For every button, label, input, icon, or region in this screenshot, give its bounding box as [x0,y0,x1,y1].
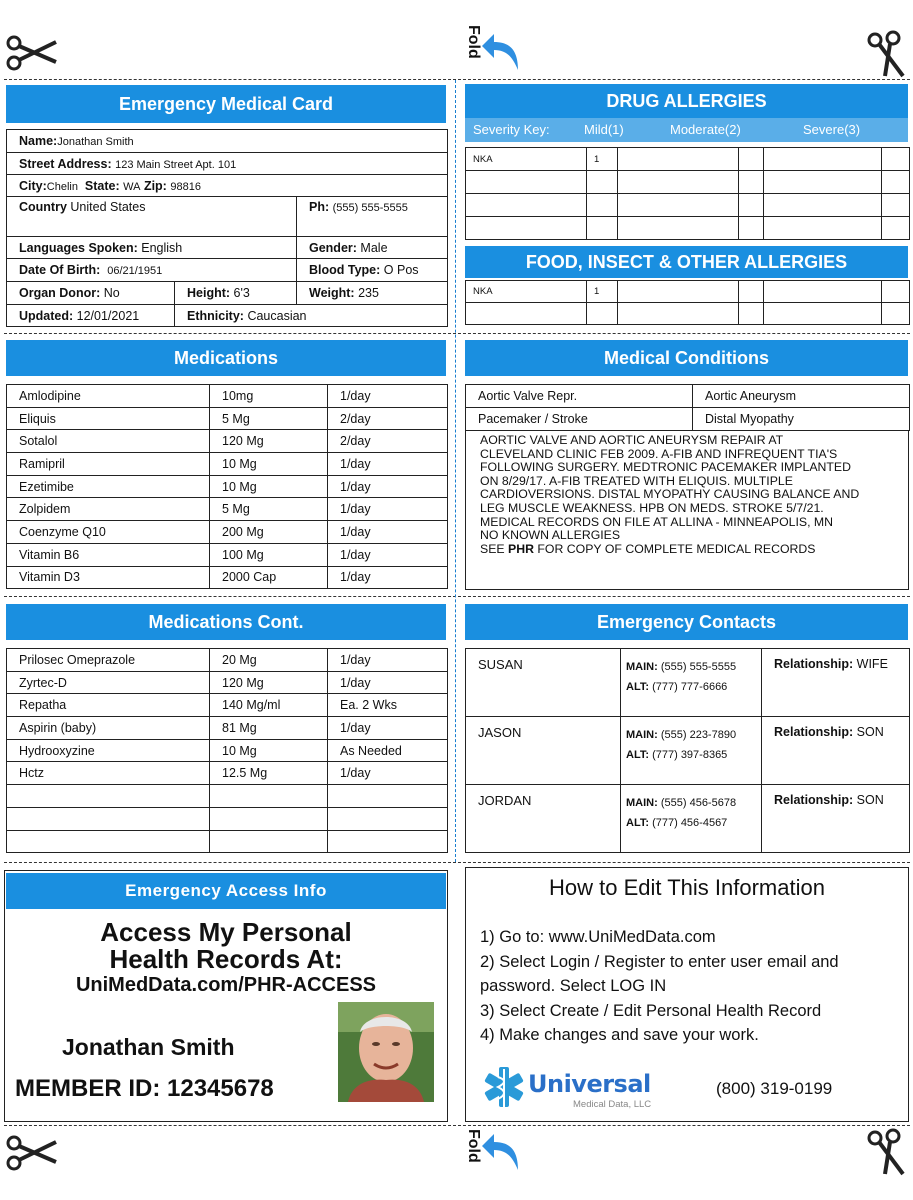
contact-alt-phone: (777) 777-6666 [652,681,728,693]
medication-frequency: 1/day [328,762,448,785]
medication-dose: 10 Mg [210,453,328,476]
street-row: Street Address: 123 Main Street Apt. 101 [7,153,448,175]
organ-cell: Organ Donor: No [7,282,175,305]
medication-dose [210,807,328,830]
severity-cell [882,171,910,194]
medication-row [7,543,448,566]
contact-alt-phone: (777) 397-8365 [652,749,728,761]
medications-cont-table [6,648,448,853]
food_allergies-row [466,303,910,325]
medication-row [7,717,448,740]
medication-dose: 81 Mg [210,717,328,740]
condition-note-line: CLEVELAND CLINIC FEB 2009. A-FIB AND INFREQUENT TIA'S [480,446,838,461]
allergen-cell [618,148,739,171]
medication-name: Coenzyme Q10 [7,521,210,544]
ethnicity-cell: Ethnicity: Caucasian [175,305,448,327]
condition-note-line: ON 8/29/17. A-FIB TREATED WITH ELIQUIS. MULTIPLE [480,473,793,488]
medication-row [7,498,448,521]
severity-cell [739,217,764,240]
contact-main-phone: (555) 456-5678 [660,797,737,809]
allergen-cell [466,194,587,217]
edit-step: 1) Go to: www.UniMedData.com [480,928,716,946]
medication-dose: 5 Mg [210,407,328,430]
medication-name: Sotalol [7,430,210,453]
edit-step: password. Select LOG IN [480,977,667,995]
height-cell: Height: 6'3 [175,282,297,305]
contact-alt-phone: (777) 456-4567 [652,817,728,829]
severity-key-bar [465,118,908,142]
medication-name: Aspirin (baby) [7,717,210,740]
medication-frequency: 2/day [328,430,448,453]
medication-row [7,671,448,694]
food-allergies-table [465,280,910,325]
drug_allergies-row [466,217,910,240]
medication-name: Vitamin B6 [7,543,210,566]
medication-name [7,807,210,830]
allergen-cell [466,171,587,194]
drug_allergies-row [466,194,910,217]
allergen-cell [618,217,739,240]
conditions-title: Medical Conditions [465,340,908,376]
contact-relationship: Relationship: SON [762,717,910,785]
cut-line [4,596,910,597]
medication-frequency: 1/day [328,717,448,740]
medication-frequency [328,807,448,830]
severity-cell [882,194,910,217]
condition-row [466,408,910,431]
medication-row [7,385,448,408]
condition-cell: Aortic Aneurysm [693,385,910,408]
medication-dose: 10 Mg [210,475,328,498]
medication-frequency: As Needed [328,739,448,762]
medication-row [7,807,448,830]
medication-name: Repatha [7,694,210,717]
severity-cell [587,303,618,325]
medication-name: Vitamin D3 [7,566,210,589]
member-name: Jonathan Smith [62,1034,235,1060]
allergen-cell [466,217,587,240]
medication-frequency: 1/day [328,566,448,589]
contact-name: JORDAN [466,785,621,853]
condition-note-line: MEDICAL RECORDS ON FILE AT ALLINA - MINNEAPOLIS, MN [480,514,834,529]
severity-cell [587,171,618,194]
edit-steps [480,925,839,1048]
medication-dose: 12.5 Mg [210,762,328,785]
weight-cell: Weight: 235 [297,282,448,305]
dob-cell: Date Of Birth: 06/21/1951 [7,259,297,282]
severity-cell: 1 [587,148,618,171]
medication-dose [210,830,328,853]
condition-cell: Distal Myopathy [693,408,910,431]
severity-cell [739,303,764,325]
contacts-title: Emergency Contacts [465,604,908,640]
severity-cell [587,217,618,240]
medication-dose: 200 Mg [210,521,328,544]
condition-note-line: AORTIC VALVE AND AORTIC ANEURYSM REPAIR AT [480,433,784,447]
medication-name: Prilosec Omeprazole [7,649,210,672]
medication-name: Hctz [7,762,210,785]
scissors-icon [863,1126,911,1178]
member-photo [338,1002,434,1102]
severity-cell [882,217,910,240]
medication-frequency: 1/day [328,385,448,408]
member-id: MEMBER ID: 12345678 [15,1075,274,1102]
medication-frequency: Ea. 2 Wks [328,694,448,717]
allergen-cell [764,194,882,217]
condition-row [466,385,910,408]
allergen-cell [764,281,882,303]
fold-line [455,80,456,862]
medication-name: Eliquis [7,407,210,430]
medication-dose: 140 Mg/ml [210,694,328,717]
medication-name: Hydrooxyzine [7,739,210,762]
city-row: City:Chelin State: WA Zip: 98816 [7,175,448,197]
medication-name: Ezetimibe [7,475,210,498]
food-allergies-title: FOOD, INSECT & OTHER ALLERGIES [465,246,908,278]
contact-row [466,717,910,785]
drug_allergies-row [466,148,910,171]
medication-row [7,521,448,544]
medication-frequency: 2/day [328,407,448,430]
allergen-cell [618,171,739,194]
scissors-icon [863,28,911,80]
medication-frequency: 1/day [328,543,448,566]
medication-dose: 2000 Cap [210,566,328,589]
drug-allergies-table [465,147,910,240]
severity-severe: Severe(3) [803,122,861,137]
contact-main-phone: (555) 555-5555 [660,661,737,673]
severity-cell [882,303,910,325]
access-heading-line1: Access My Personal [100,917,352,947]
medication-name: Ramipril [7,453,210,476]
medication-row [7,566,448,589]
severity-cell: 1 [587,281,618,303]
medication-name: Zolpidem [7,498,210,521]
contact-relationship: Relationship: WIFE [762,649,910,717]
condition-cell: Pacemaker / Stroke [466,408,693,431]
allergen-cell: NKA [466,148,587,171]
country-row: Country United States [7,197,297,237]
conditions-notes [465,430,909,590]
medication-dose: 120 Mg [210,430,328,453]
allergen-cell [618,281,739,303]
scissors-icon [4,1130,60,1176]
medication-dose: 100 Mg [210,543,328,566]
blood-cell: Blood Type: O Pos [297,259,448,282]
allergen-cell [764,148,882,171]
medication-row [7,830,448,853]
cut-line [4,1125,910,1126]
cut-line [4,333,910,334]
severity-mild: Mild(1) [584,122,624,137]
fold-label: Fold [465,25,482,59]
medication-frequency [328,785,448,808]
access-url[interactable]: UniMedData.com/PHR-ACCESS [75,974,377,996]
contact-phones: MAIN: (555) 456-5678 ALT: (777) 456-4567 [621,785,762,853]
medication-frequency: 1/day [328,521,448,544]
severity-cell [882,148,910,171]
medication-row [7,649,448,672]
severity-moderate: Moderate(2) [670,122,741,137]
severity-key-label: Severity Key: [473,122,550,137]
personal-info-table [6,129,448,327]
medication-row [7,785,448,808]
medication-row [7,762,448,785]
allergen-cell [618,194,739,217]
drug-allergies-title: DRUG ALLERGIES [465,84,908,118]
logo-subtitle: Medical Data, LLC [573,1099,652,1110]
edit-title: How to Edit This Information [549,875,825,900]
medication-row [7,453,448,476]
cut-line [4,862,910,863]
access-title: Emergency Access Info [6,873,446,909]
medication-row [7,407,448,430]
languages-cell: Languages Spoken: English [7,237,297,259]
contact-row [466,785,910,853]
contact-relationship: Relationship: SON [762,785,910,853]
medications-cont-title: Medications Cont. [6,604,446,640]
medication-dose: 10mg [210,385,328,408]
access-heading-line2: Health Records At: [109,944,343,974]
scissors-icon [4,30,60,76]
food_allergies-row [466,281,910,303]
medication-row [7,430,448,453]
fold-arrow-icon [478,28,524,74]
contact-phones: MAIN: (555) 223-7890 ALT: (777) 397-8365 [621,717,762,785]
allergen-cell: NKA [466,281,587,303]
medication-dose [210,785,328,808]
severity-cell [587,194,618,217]
gender-cell: Gender: Male [297,237,448,259]
medication-frequency: 1/day [328,475,448,498]
caduceus-star-icon [480,1063,528,1111]
support-phone[interactable]: (800) 319-0199 [716,1079,833,1098]
edit-step: 3) Select Create / Edit Personal Health Record [480,1001,822,1020]
contact-main-phone: (555) 223-7890 [660,729,737,741]
medication-frequency: 1/day [328,649,448,672]
medication-dose: 120 Mg [210,671,328,694]
allergen-cell [618,303,739,325]
edit-step: 2) Select Login / Register to enter user email and [480,952,839,971]
drug_allergies-row [466,171,910,194]
condition-note-line: LEG MUSCLE WEAKNESS. HPB ON MEDS. STROKE 5/7/21. [480,500,824,515]
severity-cell [739,171,764,194]
cut-line [4,79,910,80]
medication-row [7,739,448,762]
allergen-cell [764,171,882,194]
medication-name [7,785,210,808]
medication-row [7,475,448,498]
condition-note-line: CARDIOVERSIONS. DISTAL MYOPATHY CAUSING BALANCE AND [480,487,860,502]
medication-frequency: 1/day [328,671,448,694]
updated-cell: Updated: 12/01/2021 [7,305,175,327]
edit-step: 4) Make changes and save your work. [480,1026,759,1044]
contact-name: JASON [466,717,621,785]
card-title: Emergency Medical Card [6,85,446,123]
severity-cell [739,194,764,217]
medication-dose: 10 Mg [210,739,328,762]
severity-cell [739,281,764,303]
medication-name [7,830,210,853]
medications-title: Medications [6,340,446,376]
medication-dose: 20 Mg [210,649,328,672]
medication-name: Amlodipine [7,385,210,408]
medication-name: Zyrtec-D [7,671,210,694]
medication-frequency: 1/day [328,453,448,476]
fold-arrow-icon [478,1128,524,1174]
medication-frequency: 1/day [328,498,448,521]
contacts-table [465,648,910,853]
name-row: Name:Jonathan Smith [7,130,448,153]
contact-row [466,649,910,717]
allergen-cell [764,217,882,240]
medications-table [6,384,448,589]
severity-cell [882,281,910,303]
medication-dose: 5 Mg [210,498,328,521]
medication-frequency [328,830,448,853]
phone-cell: Ph: (555) 555-5555 [297,197,448,237]
contact-phones: MAIN: (555) 555-5555 ALT: (777) 777-6666 [621,649,762,717]
allergen-cell [466,303,587,325]
conditions-table [465,384,910,431]
condition-cell: Aortic Valve Repr. [466,385,693,408]
see-phr-line: SEE PHR FOR COPY OF COMPLETE MEDICAL RECORDS [480,541,816,556]
contact-name: SUSAN [466,649,621,717]
medication-row [7,694,448,717]
condition-note-line: NO KNOWN ALLERGIES [480,528,621,543]
fold-label: Fold [465,1129,482,1163]
allergen-cell [764,303,882,325]
condition-note-line: FOLLOWING SURGERY. MEDTRONIC PACEMAKER IMPLANTED [480,460,852,475]
logo-wordmark: Universal [528,1070,651,1098]
severity-cell [739,148,764,171]
